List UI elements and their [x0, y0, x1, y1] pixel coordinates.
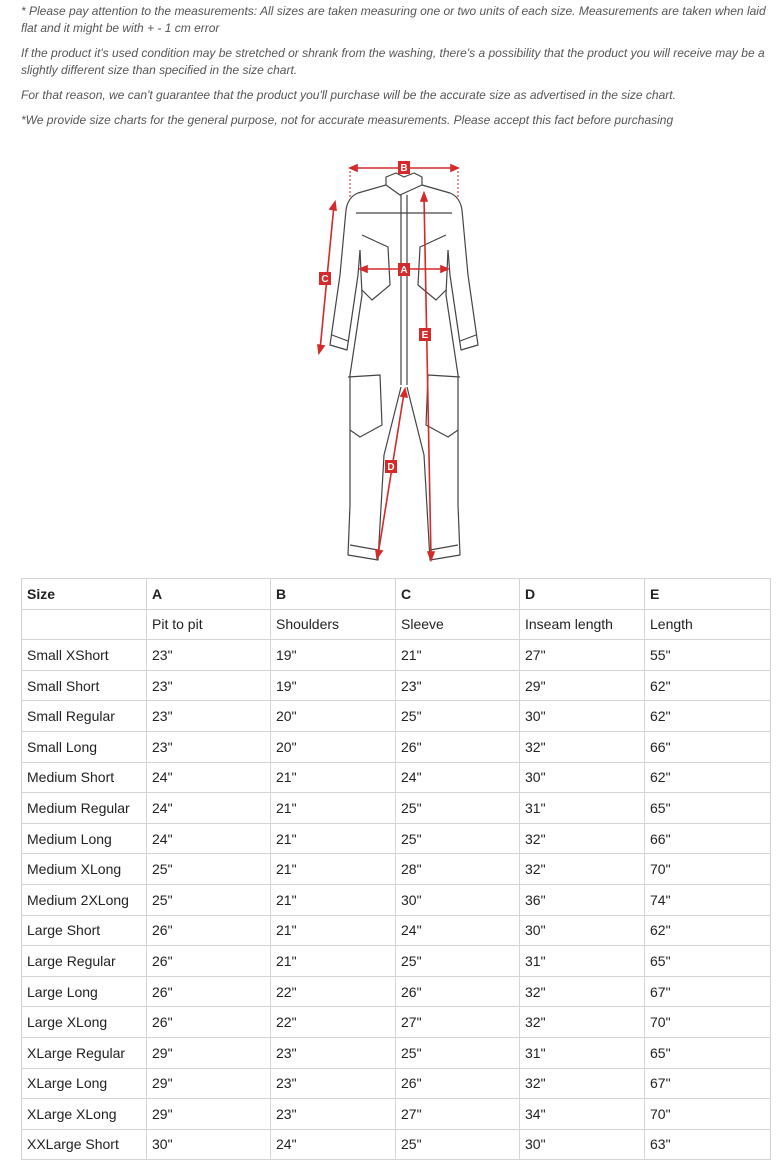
pit-to-pit-cell: 24": [147, 793, 271, 824]
pit-to-pit-cell: 30": [147, 1129, 271, 1160]
size-cell: Large Short: [22, 915, 147, 946]
inseam-cell: 31": [520, 1037, 645, 1068]
header-c: C: [396, 579, 520, 610]
note-used-condition: If the product it's used condition may be stretched or shrank from the washing, there's a possibility that the product you will receive may be a slightly different size than specified in the size chart.: [21, 46, 765, 77]
table-row: [22, 640, 771, 671]
pit-to-pit-cell: 26": [147, 1007, 271, 1038]
pit-to-pit-cell: 24": [147, 823, 271, 854]
sleeve-cell: 26": [396, 1068, 520, 1099]
pit-to-pit-cell: 23": [147, 670, 271, 701]
inseam-cell: 32": [520, 854, 645, 885]
pit-to-pit-cell: 23": [147, 640, 271, 671]
length-cell: 66": [645, 823, 771, 854]
shoulders-cell: 21": [271, 915, 396, 946]
inseam-cell: 34": [520, 1099, 645, 1130]
inseam-cell: 30": [520, 701, 645, 732]
header-size: Size: [22, 579, 147, 610]
size-cell: Small Long: [22, 731, 147, 762]
measurement-e-line: [421, 197, 431, 557]
inseam-cell: 32": [520, 1068, 645, 1099]
shoulders-cell: 21": [271, 793, 396, 824]
inseam-cell: 30": [520, 1129, 645, 1160]
note-measurement-method: * Please pay attention to the measurements: All sizes are taken measuring one or two units of each size. Measurements are taken when laid flat and it might be with + - 1 cm error: [21, 4, 766, 35]
inseam-cell: 31": [520, 793, 645, 824]
subheader-size: [22, 609, 147, 640]
length-cell: 74": [645, 884, 771, 915]
size-cell: Medium 2XLong: [22, 884, 147, 915]
length-cell: 63": [645, 1129, 771, 1160]
size-cell: Large XLong: [22, 1007, 147, 1038]
size-chart-table: [21, 578, 771, 1160]
pit-to-pit-cell: 29": [147, 1037, 271, 1068]
inseam-cell: 30": [520, 762, 645, 793]
coverall-outline: [330, 173, 478, 560]
label-a: A: [400, 265, 408, 276]
table-row: [22, 976, 771, 1007]
shoulders-cell: 21": [271, 762, 396, 793]
size-cell: Large Regular: [22, 946, 147, 977]
table-row: [22, 670, 771, 701]
sleeve-cell: 30": [396, 884, 520, 915]
shoulders-cell: 21": [271, 946, 396, 977]
size-cell: XXLarge Short: [22, 1129, 147, 1160]
length-cell: 65": [645, 1037, 771, 1068]
size-cell: Medium Regular: [22, 793, 147, 824]
header-e: E: [645, 579, 771, 610]
table-subheader-row: [22, 609, 771, 640]
length-cell: 62": [645, 670, 771, 701]
pit-to-pit-cell: 23": [147, 731, 271, 762]
table-row: [22, 701, 771, 732]
header-b: B: [271, 579, 396, 610]
note-no-guarantee: For that reason, we can't guarantee that the product you'll purchase will be the accurate size as advertised in the size chart.: [21, 88, 676, 102]
table-row: [22, 731, 771, 762]
label-d: D: [387, 462, 395, 473]
label-e: E: [421, 330, 429, 341]
table-row: [22, 1068, 771, 1099]
sleeve-cell: 24": [396, 915, 520, 946]
table-row: [22, 1129, 771, 1160]
length-cell: 67": [645, 1068, 771, 1099]
size-cell: Medium Short: [22, 762, 147, 793]
sleeve-cell: 27": [396, 1007, 520, 1038]
table-row: [22, 762, 771, 793]
table-row: [22, 1007, 771, 1038]
shoulders-cell: 23": [271, 1068, 396, 1099]
shoulders-cell: 19": [271, 670, 396, 701]
sleeve-cell: 25": [396, 701, 520, 732]
pit-to-pit-cell: 26": [147, 946, 271, 977]
size-cell: Small XShort: [22, 640, 147, 671]
size-cell: XLarge Long: [22, 1068, 147, 1099]
subheader-length: Length: [645, 609, 771, 640]
length-cell: 62": [645, 701, 771, 732]
shoulders-cell: 23": [271, 1099, 396, 1130]
shoulders-cell: 20": [271, 701, 396, 732]
table-row: [22, 884, 771, 915]
size-cell: Large Long: [22, 976, 147, 1007]
sleeve-cell: 26": [396, 976, 520, 1007]
subheader-sleeve: Sleeve: [396, 609, 520, 640]
subheader-inseam-length: Inseam length: [520, 609, 645, 640]
size-cell: Medium Long: [22, 823, 147, 854]
table-row: [22, 1099, 771, 1130]
label-b: B: [400, 163, 408, 174]
length-cell: 65": [645, 793, 771, 824]
subheader-shoulders: Shoulders: [271, 609, 396, 640]
length-cell: 62": [645, 915, 771, 946]
note-general-purpose: *We provide size charts for the general purpose, not for accurate measurements. Please accept this fact before purchasing: [21, 113, 674, 127]
length-cell: 55": [645, 640, 771, 671]
length-cell: 62": [645, 762, 771, 793]
pit-to-pit-cell: 23": [147, 701, 271, 732]
subheader-pit-to-pit: Pit to pit: [147, 609, 271, 640]
header-a: A: [147, 579, 271, 610]
sleeve-cell: 25": [396, 793, 520, 824]
sleeve-cell: 28": [396, 854, 520, 885]
length-cell: 67": [645, 976, 771, 1007]
sleeve-cell: 25": [396, 823, 520, 854]
table-row: [22, 915, 771, 946]
size-cell: XLarge XLong: [22, 1099, 147, 1130]
inseam-cell: 30": [520, 915, 645, 946]
sleeve-cell: 25": [396, 1129, 520, 1160]
length-cell: 65": [645, 946, 771, 977]
pit-to-pit-cell: 25": [147, 884, 271, 915]
inseam-cell: 32": [520, 823, 645, 854]
table-header-row: [22, 579, 771, 610]
length-cell: 66": [645, 731, 771, 762]
pit-to-pit-cell: 24": [147, 762, 271, 793]
shoulders-cell: 21": [271, 823, 396, 854]
pit-to-pit-cell: 26": [147, 976, 271, 1007]
shoulders-cell: 23": [271, 1037, 396, 1068]
sleeve-cell: 25": [396, 946, 520, 977]
length-cell: 70": [645, 854, 771, 885]
table-row: [22, 793, 771, 824]
header-d: D: [520, 579, 645, 610]
length-cell: 70": [645, 1007, 771, 1038]
pit-to-pit-cell: 29": [147, 1099, 271, 1130]
shoulders-cell: 19": [271, 640, 396, 671]
table-row: [22, 946, 771, 977]
sleeve-cell: 26": [396, 731, 520, 762]
shoulders-cell: 20": [271, 731, 396, 762]
sleeve-cell: 23": [396, 670, 520, 701]
inseam-cell: 36": [520, 884, 645, 915]
size-cell: Medium XLong: [22, 854, 147, 885]
pit-to-pit-cell: 26": [147, 915, 271, 946]
sleeve-cell: 21": [396, 640, 520, 671]
inseam-cell: 31": [520, 946, 645, 977]
inseam-cell: 32": [520, 731, 645, 762]
shoulders-cell: 24": [271, 1129, 396, 1160]
pit-to-pit-cell: 29": [147, 1068, 271, 1099]
label-c: C: [321, 274, 329, 285]
inseam-cell: 27": [520, 640, 645, 671]
sleeve-cell: 27": [396, 1099, 520, 1130]
inseam-cell: 32": [520, 976, 645, 1007]
shoulders-cell: 22": [271, 976, 396, 1007]
shoulders-cell: 21": [271, 884, 396, 915]
size-cell: Small Short: [22, 670, 147, 701]
sleeve-cell: 25": [396, 1037, 520, 1068]
measurement-notes: [21, 3, 773, 137]
table-row: [22, 1037, 771, 1068]
sleeve-cell: 24": [396, 762, 520, 793]
table-row: [22, 854, 771, 885]
size-cell: Small Regular: [22, 701, 147, 732]
table-row: [22, 823, 771, 854]
coverall-measurement-diagram: [300, 155, 500, 565]
size-cell: XLarge Regular: [22, 1037, 147, 1068]
inseam-cell: 32": [520, 1007, 645, 1038]
inseam-cell: 29": [520, 670, 645, 701]
length-cell: 70": [645, 1099, 771, 1130]
shoulders-cell: 21": [271, 854, 396, 885]
shoulders-cell: 22": [271, 1007, 396, 1038]
pit-to-pit-cell: 25": [147, 854, 271, 885]
